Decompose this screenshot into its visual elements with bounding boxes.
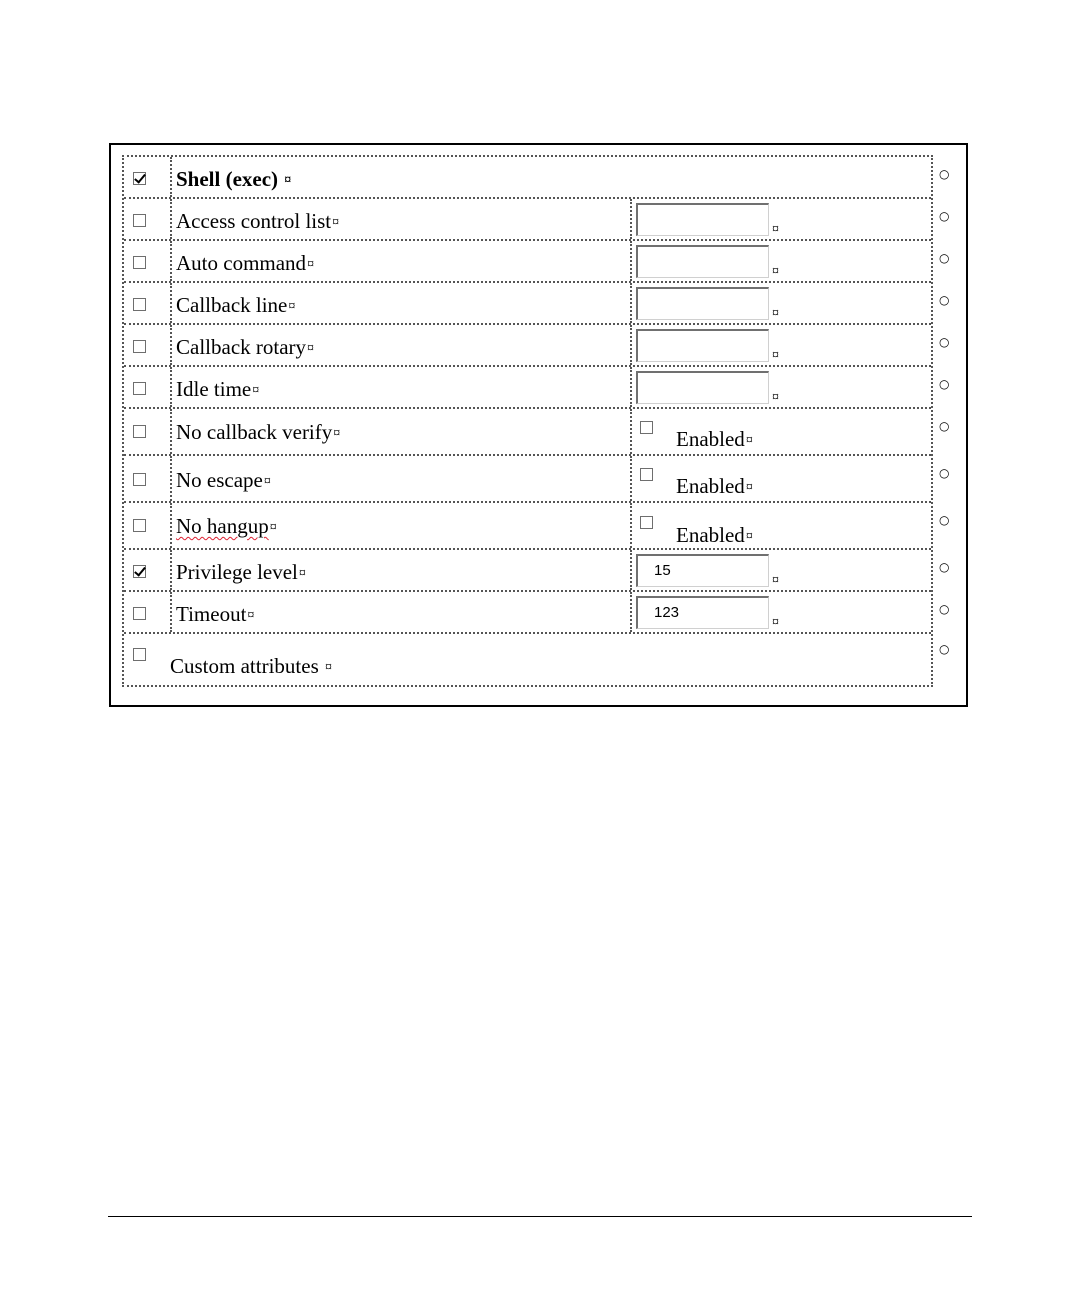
- table-row-shell-exec: [124, 157, 950, 199]
- no-hangup-label: No hangup¤: [176, 514, 277, 538]
- callback-line-checkbox[interactable]: [133, 298, 146, 311]
- access-control-list-label: Access control list¤: [176, 209, 340, 233]
- callback-rotary-input[interactable]: [636, 329, 769, 362]
- custom-attributes-checkbox[interactable]: [133, 648, 146, 661]
- cell-end-mark: ¤: [772, 348, 779, 363]
- access-control-list-input[interactable]: [636, 203, 769, 236]
- timeout-input[interactable]: 123: [636, 596, 769, 629]
- cell-end-mark: ¤: [772, 615, 779, 630]
- no-callback-verify-enabled-checkbox[interactable]: [640, 421, 653, 434]
- cell-end-mark: ¤: [772, 390, 779, 405]
- row-end-mark: ○: [939, 167, 950, 181]
- cell-end-mark: ¤: [772, 222, 779, 237]
- access-control-list-checkbox[interactable]: [133, 214, 146, 227]
- callback-rotary-label: Callback rotary¤: [176, 335, 315, 359]
- callback-line-input[interactable]: [636, 287, 769, 320]
- cell-end-mark: ¤: [772, 573, 779, 588]
- timeout-label: Timeout¤: [176, 602, 255, 626]
- table-row-access-control-list: [124, 199, 950, 241]
- row-end-mark: ○: [939, 642, 950, 656]
- shell-exec-label: Shell (exec) ¤: [176, 167, 292, 191]
- footer-rule: [108, 1216, 972, 1217]
- table-row-callback-line: [124, 283, 950, 325]
- no-callback-verify-checkbox[interactable]: [133, 425, 146, 438]
- auto-command-input[interactable]: [636, 245, 769, 278]
- table-row-no-callback-verify: [124, 409, 950, 456]
- cell-end-mark: ¤: [772, 264, 779, 279]
- shell-exec-checkbox[interactable]: [133, 172, 146, 185]
- table-row-no-escape: [124, 456, 950, 503]
- privilege-level-checkbox[interactable]: [133, 565, 146, 578]
- table-row-timeout: [124, 592, 950, 634]
- no-hangup-enabled-label: Enabled¤: [676, 523, 753, 547]
- row-end-mark: ○: [939, 560, 950, 574]
- no-escape-label: No escape¤: [176, 468, 271, 492]
- table-row-privilege-level: [124, 550, 950, 592]
- row-end-mark: ○: [939, 419, 950, 433]
- privilege-level-input[interactable]: 15: [636, 554, 769, 587]
- no-hangup-enabled-checkbox[interactable]: [640, 516, 653, 529]
- timeout-checkbox[interactable]: [133, 607, 146, 620]
- callback-rotary-checkbox[interactable]: [133, 340, 146, 353]
- table-row-auto-command: [124, 241, 950, 283]
- privilege-level-label: Privilege level¤: [176, 560, 306, 584]
- callback-line-label: Callback line¤: [176, 293, 296, 317]
- row-end-mark: ○: [939, 513, 950, 527]
- shell-attributes-table: [122, 155, 950, 687]
- row-end-mark: ○: [939, 251, 950, 265]
- row-end-mark: ○: [939, 602, 950, 616]
- custom-attributes-label: Custom attributes ¤: [170, 654, 332, 678]
- no-callback-verify-label: No callback verify¤: [176, 420, 341, 444]
- row-end-mark: ○: [939, 293, 950, 307]
- no-escape-checkbox[interactable]: [133, 473, 146, 486]
- row-end-mark: ○: [939, 466, 950, 480]
- table-row-no-hangup: [124, 503, 950, 550]
- row-end-mark: ○: [939, 335, 950, 349]
- auto-command-checkbox[interactable]: [133, 256, 146, 269]
- table-row-custom-attributes: [124, 634, 950, 685]
- auto-command-label: Auto command¤: [176, 251, 315, 275]
- table-row-callback-rotary: [124, 325, 950, 367]
- idle-time-input[interactable]: [636, 371, 769, 404]
- table-row-idle-time: [124, 367, 950, 409]
- no-hangup-checkbox[interactable]: [133, 519, 146, 532]
- idle-time-label: Idle time¤: [176, 377, 260, 401]
- no-escape-enabled-checkbox[interactable]: [640, 468, 653, 481]
- idle-time-checkbox[interactable]: [133, 382, 146, 395]
- no-callback-verify-enabled-label: Enabled¤: [676, 427, 753, 451]
- cell-end-mark: ¤: [772, 306, 779, 321]
- row-end-mark: ○: [939, 209, 950, 223]
- row-end-mark: ○: [939, 377, 950, 391]
- no-escape-enabled-label: Enabled¤: [676, 474, 753, 498]
